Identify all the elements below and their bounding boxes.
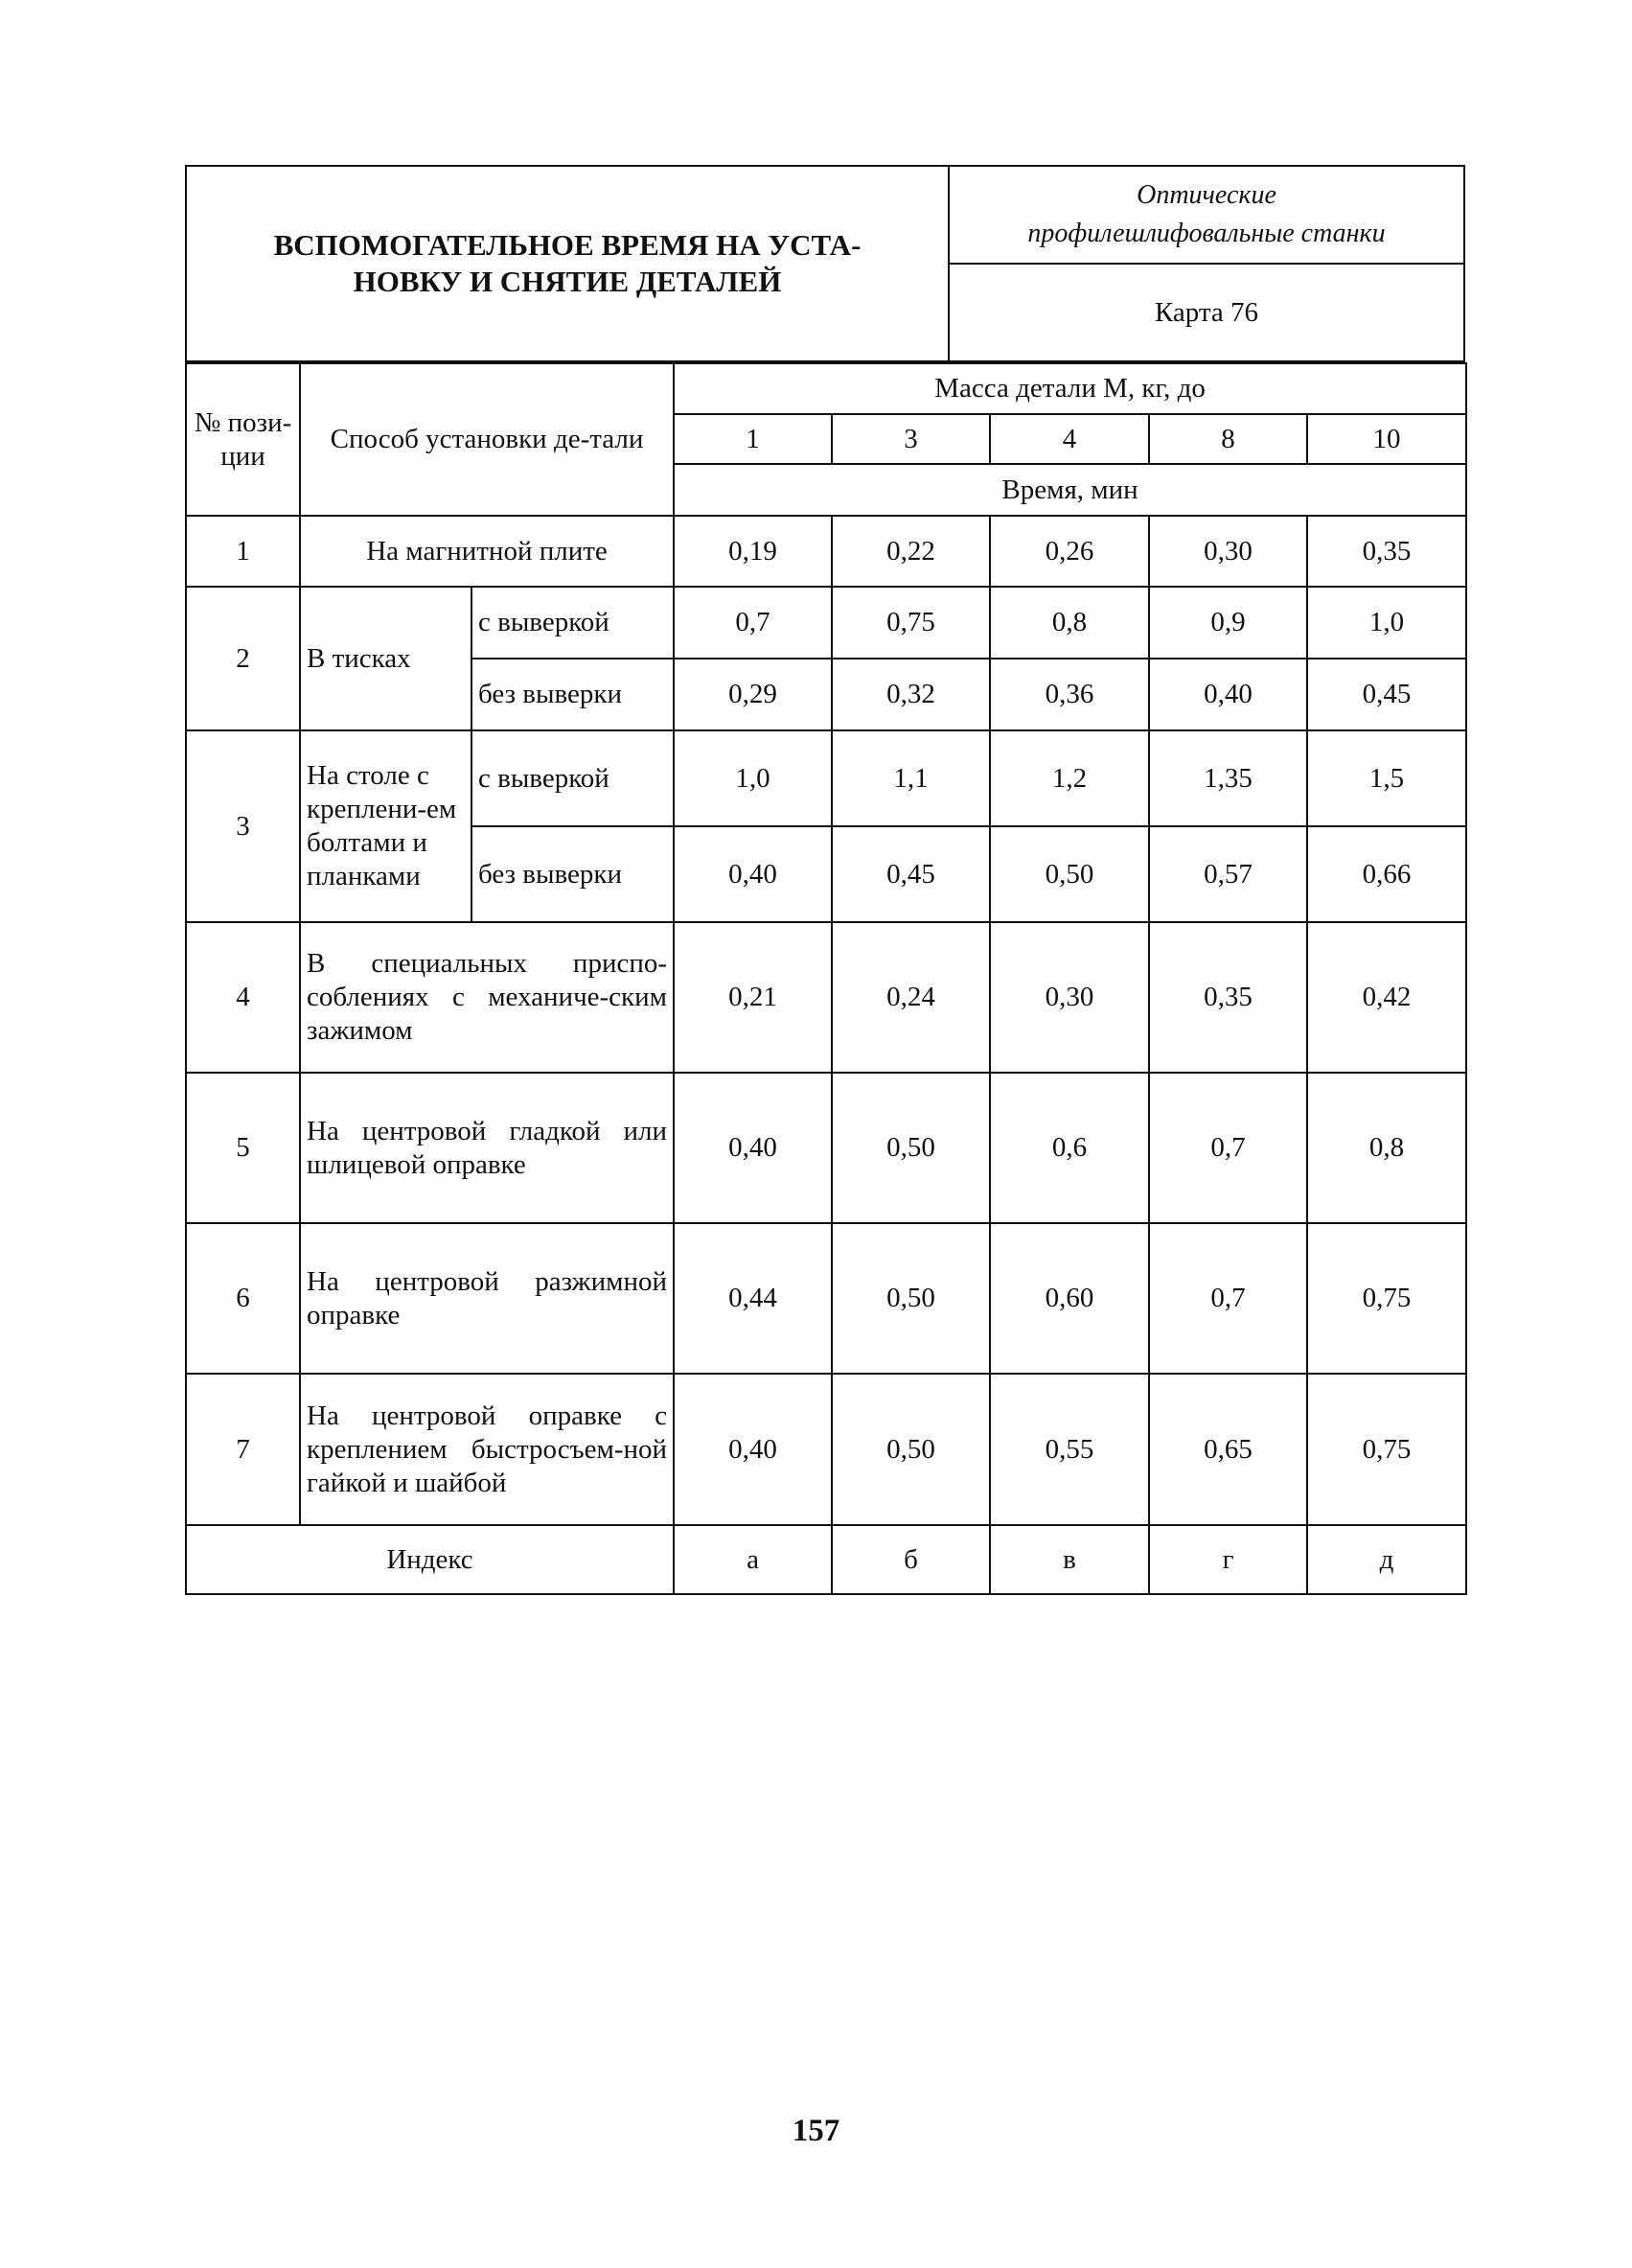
value-cell: 0,50 [990,826,1149,922]
value-cell: 0,26 [990,516,1149,587]
row-submethod: без выверки [471,826,674,922]
value-cell: 0,45 [832,826,990,922]
value-cell: 1,0 [1307,587,1466,659]
time-table [185,362,1467,1595]
card-title: ВСПОМОГАТЕЛЬНОЕ ВРЕМЯ НА УСТА-НОВКУ И СНЯТИЕ ДЕТАЛЕЙ [187,167,950,360]
row-method: На центровой оправке с креплением быстросъем-ной гайкой и шайбой [300,1374,674,1525]
value-cell: 0,44 [674,1223,832,1374]
value-cell: 0,8 [1307,1073,1466,1223]
row-position: 2 [186,587,300,730]
index-cell: в [990,1525,1149,1594]
value-cell: 0,50 [832,1073,990,1223]
index-cell: б [832,1525,990,1594]
value-cell: 1,2 [990,730,1149,826]
row-method: На центровой гладкой или шлицевой оправке [300,1073,674,1223]
value-cell: 1,5 [1307,730,1466,826]
mass-col-1: 1 [674,414,832,464]
value-cell: 0,40 [674,1374,832,1525]
row-position: 1 [186,516,300,587]
value-cell: 0,75 [1307,1374,1466,1525]
time-header: Время, мин [674,464,1466,516]
mass-col-3: 3 [832,414,990,464]
index-label: Индекс [186,1525,674,1594]
machine-type [950,167,1463,265]
value-cell: 0,32 [832,659,990,730]
table-row [186,1073,1466,1223]
table-row [186,516,1466,587]
value-cell: 0,21 [674,922,832,1073]
value-cell: 0,22 [832,516,990,587]
value-cell: 0,50 [832,1223,990,1374]
mass-col-4: 4 [990,414,1149,464]
value-cell: 0,40 [674,1073,832,1223]
value-cell: 0,57 [1149,826,1307,922]
card-number: Карта 76 [1154,296,1259,328]
table-row [186,1374,1466,1525]
table-row [186,730,1466,826]
machine-type-line2: профилешлифовальные станки [1027,219,1386,248]
row-method: В тисках [300,587,471,730]
row-position: 7 [186,1374,300,1525]
value-cell: 0,40 [674,826,832,922]
row-method: На магнитной плите [300,516,674,587]
mass-col-10: 10 [1307,414,1466,464]
value-cell: 0,30 [1149,516,1307,587]
row-method: На столе с креплени-ем болтами и планками [300,730,471,922]
value-cell: 0,66 [1307,826,1466,922]
value-cell: 0,29 [674,659,832,730]
index-cell: а [674,1525,832,1594]
value-cell: 0,30 [990,922,1149,1073]
row-method: В специальных приспо-соблениях с механиче-ским зажимом [300,922,674,1073]
index-row [186,1525,1466,1594]
value-cell: 1,1 [832,730,990,826]
value-cell: 0,19 [674,516,832,587]
row-method: На центровой разжимной оправке [300,1223,674,1374]
value-cell: 0,45 [1307,659,1466,730]
row-position: 6 [186,1223,300,1374]
value-cell: 0,65 [1149,1374,1307,1525]
mass-col-8: 8 [1149,414,1307,464]
value-cell: 0,40 [1149,659,1307,730]
index-cell: г [1149,1525,1307,1594]
table-row [186,922,1466,1073]
row-position: 4 [186,922,300,1073]
value-cell: 0,55 [990,1374,1149,1525]
row-submethod: с выверкой [471,587,674,659]
value-cell: 0,6 [990,1073,1149,1223]
value-cell: 0,75 [1307,1223,1466,1374]
value-cell: 0,7 [1149,1223,1307,1374]
value-cell: 1,35 [1149,730,1307,826]
value-cell: 1,0 [674,730,832,826]
row-position: 3 [186,730,300,922]
value-cell: 0,50 [832,1374,990,1525]
value-cell: 0,75 [832,587,990,659]
col-header-position: № пози-ции [186,363,300,516]
row-position: 5 [186,1073,300,1223]
table-row [186,587,1466,659]
card-header [185,165,1465,362]
value-cell: 0,35 [1307,516,1466,587]
value-cell: 0,7 [1149,1073,1307,1223]
value-cell: 0,7 [674,587,832,659]
value-cell: 0,42 [1307,922,1466,1073]
row-submethod: без выверки [471,659,674,730]
table-row [186,1223,1466,1374]
page-number: 157 [792,2114,840,2148]
col-header-method: Способ установки де-тали [300,363,674,516]
row-submethod: с выверкой [471,730,674,826]
value-cell: 0,36 [990,659,1149,730]
value-cell: 0,35 [1149,922,1307,1073]
machine-type-line1: Оптические [1137,180,1276,210]
mass-header: Масса детали М, кг, до [674,363,1466,414]
value-cell: 0,9 [1149,587,1307,659]
value-cell: 0,8 [990,587,1149,659]
value-cell: 0,24 [832,922,990,1073]
index-cell: д [1307,1525,1466,1594]
value-cell: 0,60 [990,1223,1149,1374]
